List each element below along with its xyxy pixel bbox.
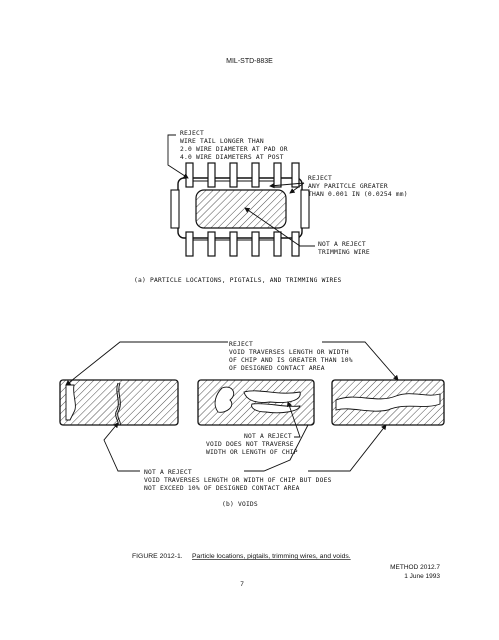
svg-text:THAN 0.001 IN (0.0254 mm): THAN 0.001 IN (0.0254 mm) — [308, 191, 408, 198]
svg-text:7: 7 — [240, 581, 244, 588]
svg-text:Particle locations, pigtails,: Particle locations, pigtails, trimming wires, and voids. — [192, 553, 351, 560]
callout-tail-text — [180, 130, 288, 161]
top-leads — [186, 163, 299, 187]
svg-text:WIDTH OR LENGTH OF CHIP: WIDTH OR LENGTH OF CHIP — [206, 449, 298, 456]
svg-text:4.0 WIRE DIAMETERS AT POST: 4.0 WIRE DIAMETERS AT POST — [180, 154, 284, 161]
svg-text:WIRE TAIL LONGER THAN: WIRE TAIL LONGER THAN — [180, 138, 264, 145]
die-hatched — [196, 190, 286, 228]
svg-text:VOID TRAVERSES LENGTH OR WIDTH: VOID TRAVERSES LENGTH OR WIDTH OF CHIP BUT DOES — [144, 477, 332, 484]
svg-text:NOT A REJECT: NOT A REJECT — [318, 241, 366, 248]
svg-text:VOID TRAVERSES LENGTH OR WIDTH: VOID TRAVERSES LENGTH OR WIDTH — [229, 349, 349, 356]
svg-text:METHOD 2012.7: METHOD 2012.7 — [390, 564, 440, 571]
page-footer — [240, 564, 440, 588]
callout-particle-text — [308, 175, 408, 198]
callout-void-reject-text — [229, 341, 353, 372]
callout-void-bottom-text — [144, 469, 332, 492]
document-header: MIL-STD-883E — [226, 58, 273, 65]
svg-text:REJECT: REJECT — [229, 341, 253, 348]
svg-text:FIGURE 2012-1.: FIGURE 2012-1. — [132, 553, 183, 560]
figure-caption — [132, 553, 351, 560]
callout-void-mid-text — [206, 433, 298, 456]
part-b-caption: (b) VOIDS — [222, 501, 258, 508]
svg-text:1 June 1993: 1 June 1993 — [404, 573, 440, 580]
svg-text:NOT EXCEED 10% OF DESIGNED CON: NOT EXCEED 10% OF DESIGNED CONTACT AREA — [144, 485, 300, 492]
svg-text:ANY PARITCLE GREATER: ANY PARITCLE GREATER — [308, 183, 388, 190]
svg-text:NOT A REJECT: NOT A REJECT — [244, 433, 292, 440]
svg-text:REJECT: REJECT — [308, 175, 332, 182]
svg-text:REJECT: REJECT — [180, 130, 204, 137]
svg-text:VOID DOES NOT TRAVERSE: VOID DOES NOT TRAVERSE — [206, 441, 294, 448]
bottom-leads — [186, 232, 299, 256]
svg-text:NOT A REJECT: NOT A REJECT — [144, 469, 192, 476]
svg-text:OF CHIP AND IS GREATER THAN 10: OF CHIP AND IS GREATER THAN 10% — [229, 357, 353, 364]
part-a-caption: (a) PARTICLE LOCATIONS, PIGTAILS, AND TRIMMING WIRES — [134, 277, 342, 284]
svg-text:OF DESIGNED CONTACT AREA: OF DESIGNED CONTACT AREA — [229, 365, 325, 372]
svg-text:2.0 WIRE DIAMETER AT PAD OR: 2.0 WIRE DIAMETER AT PAD OR — [180, 146, 288, 153]
svg-text:TRIMMING WIRE: TRIMMING WIRE — [318, 249, 370, 256]
callout-trim-text — [318, 241, 370, 256]
